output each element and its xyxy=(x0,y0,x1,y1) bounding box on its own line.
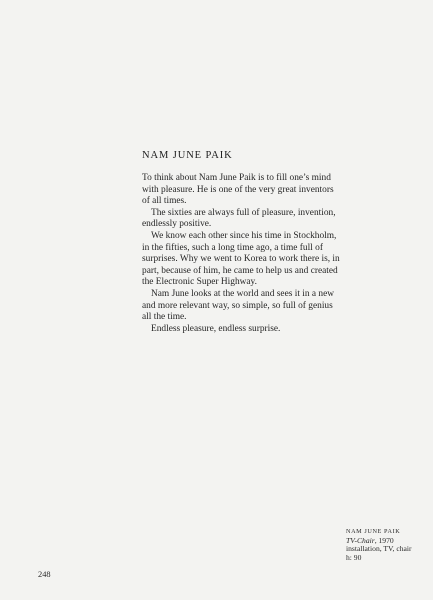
caption-artist: NAM JUNE PAIK xyxy=(346,528,401,535)
caption-work-title: TV-Chair xyxy=(346,535,375,545)
article xyxy=(142,150,342,335)
page-number: 248 xyxy=(38,570,51,579)
article-title: NAM JUNE PAIK xyxy=(142,150,233,161)
paragraph-3: We know each other since his time in Stockholm, in the fifties, such a long time ago, a time full of surprises. Why we went to Korea to work there is, in part, because of him, he came to help us and created the Electronic Super Highway. xyxy=(142,230,340,288)
article-body xyxy=(142,173,342,335)
paragraph-5: Endless pleasure, endless surprise. xyxy=(151,323,281,334)
paragraph-2: The sixties are always full of pleasure, invention, endlessly positive. xyxy=(142,207,336,230)
artwork-caption xyxy=(346,528,431,562)
paragraph-4: Nam June looks at the world and sees it in a new and more relevant way, so simple, so full of genius all the time. xyxy=(142,288,335,323)
caption-year: , 1970 xyxy=(374,535,394,545)
paragraph-1: To think about Nam June Paik is to fill one’s mind with pleasure. He is one of the very great inventors of all times. xyxy=(142,173,334,207)
caption-dimensions: h: 90 xyxy=(346,552,362,562)
caption-medium: installation, TV, chair xyxy=(346,544,412,554)
